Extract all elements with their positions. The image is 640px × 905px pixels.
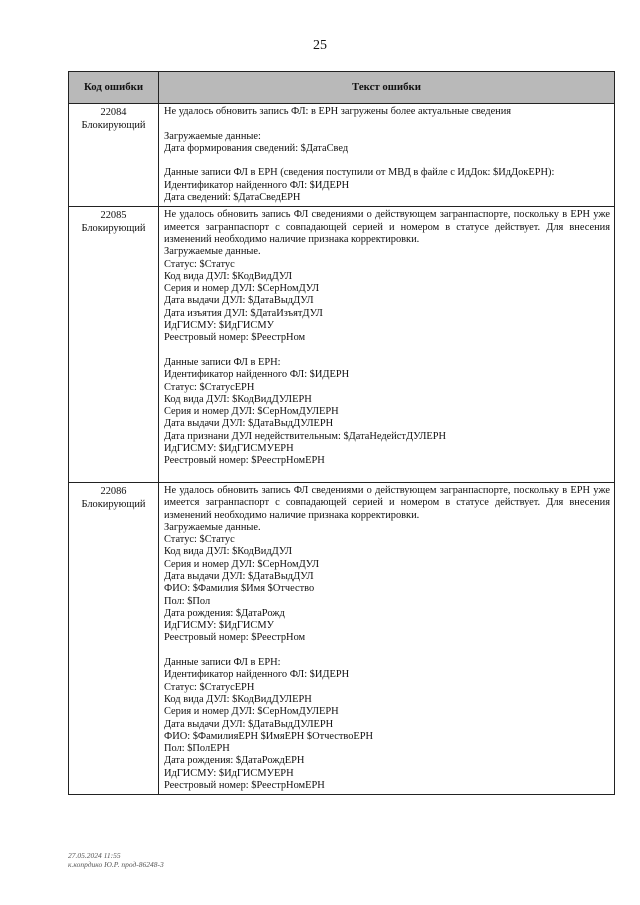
- error-code: 22086: [100, 485, 127, 497]
- error-text-line: Не удалось обновить запись ФЛ сведениями о действующем загранпаспорте, поскольку в ЕРН уже имеется загранпаспорт с совпадающей серией и номером в статусе действует. Для внесения изменений необходимо наличие признака корректировки.: [164, 484, 610, 521]
- error-text-line: Данные записи ФЛ в ЕРН:: [164, 356, 281, 368]
- error-severity: Блокирующий: [81, 120, 146, 131]
- error-text-line: Серия и номер ДУЛ: $СерНомДУЛ: [164, 558, 320, 570]
- header-error-code: Код ошибки: [69, 72, 159, 104]
- error-text-line: Идентификатор найденного ФЛ: $ИДЕРН: [164, 369, 350, 381]
- error-text-line: Дата выдачи ДУЛ: $ДатаВыдДУЛ: [164, 295, 314, 307]
- error-text-line: Реестровый номер: $РеестрНомЕРН: [164, 455, 325, 467]
- footer-note: к.копрдико Ю.Р. прод-86248-3: [68, 860, 164, 869]
- error-text-line: Не удалось обновить запись ФЛ сведениями о действующем загранпаспорте, поскольку в ЕРН уже имеется загранпаспорт с совпадающей серией и номером в статусе действует. Для внесения изменений необходимо наличие признака корректировки.: [164, 209, 610, 245]
- error-text-cell: [159, 207, 615, 483]
- error-text-line: Серия и номер ДУЛ: $СерНомДУЛ: [164, 283, 320, 295]
- error-text-line: Данные записи ФЛ в ЕРН (сведения поступили от МВД в файле с ИдДок: $ИдДокЕРН):: [164, 167, 555, 179]
- error-text-line: Код вида ДУЛ: $КодВидДУЛ: [164, 270, 293, 282]
- error-code: 22084: [100, 107, 127, 118]
- error-text-line: Пол: $Пол: [164, 595, 211, 607]
- error-text-line: Статус: $Статус: [164, 534, 235, 546]
- error-text-line: ИдГИСМУ: $ИдГИСМУЕРН: [164, 443, 294, 455]
- error-text-line: Дата рождения: $ДатаРожд: [164, 607, 285, 619]
- error-text-line: Код вида ДУЛ: $КодВидДУЛ: [164, 546, 293, 558]
- error-text-line: ИдГИСМУ: $ИдГИСМУ: [164, 320, 274, 332]
- header-error-text: Текст ошибки: [159, 72, 615, 104]
- table-row: [69, 482, 615, 794]
- error-text-line: Код вида ДУЛ: $КодВидДУЛЕРН: [164, 393, 312, 405]
- error-text-line: Дата сведений: $ДатаСведЕРН: [164, 192, 301, 204]
- error-text-line: Загружаемые данные.: [164, 521, 261, 533]
- error-text-line: Дата рождения: $ДатаРождЕРН: [164, 755, 305, 767]
- error-text-line: Загружаемые данные.: [164, 246, 261, 258]
- error-severity: Блокирующий: [81, 498, 146, 510]
- error-text-cell: [159, 482, 615, 794]
- error-text-line: [164, 155, 610, 167]
- error-codes-table: [68, 71, 615, 795]
- table-row: [69, 104, 615, 207]
- error-text-line: Статус: $СтатусЕРН: [164, 681, 255, 693]
- error-severity: Блокирующий: [81, 223, 146, 235]
- error-code-cell: [69, 104, 159, 207]
- error-text-line: [164, 645, 610, 657]
- error-text-line: Дата выдачи ДУЛ: $ДатаВыдДУЛЕРН: [164, 718, 334, 730]
- error-text-line: [164, 468, 610, 480]
- error-code: 22085: [100, 210, 127, 222]
- error-text-line: Дата изъятия ДУЛ: $ДатаИзъятДУЛ: [164, 307, 323, 319]
- error-text-line: Дата формирования сведений: $ДатаСвед: [164, 142, 349, 154]
- table-row: [69, 207, 615, 483]
- error-text-line: Реестровый номер: $РеестрНомЕРН: [164, 780, 325, 792]
- error-text-line: Реестровый номер: $РеестрНом: [164, 332, 306, 344]
- footer: [68, 851, 164, 869]
- error-text-line: Статус: $СтатусЕРН: [164, 381, 255, 393]
- error-text-line: ФИО: $ФамилияЕРН $ИмяЕРН $ОтчествоЕРН: [164, 730, 374, 742]
- error-code-cell: [69, 207, 159, 483]
- error-text-line: Загружаемые данные:: [164, 130, 261, 142]
- error-text-line: Пол: $ПолЕРН: [164, 743, 230, 755]
- error-text-line: ИдГИСМУ: $ИдГИСМУ: [164, 620, 274, 632]
- error-text-line: Дата выдачи ДУЛ: $ДатаВыдДУЛЕРН: [164, 418, 334, 430]
- error-text-line: Код вида ДУЛ: $КодВидДУЛЕРН: [164, 693, 312, 705]
- error-text-line: ФИО: $Фамилия $Имя $Отчество: [164, 583, 315, 595]
- error-text-line: [164, 345, 610, 357]
- error-text-line: ИдГИСМУ: $ИдГИСМУЕРН: [164, 767, 294, 779]
- table-header-row: [69, 72, 615, 104]
- error-code-cell: [69, 482, 159, 794]
- error-text-line: Статус: $Статус: [164, 258, 235, 270]
- footer-timestamp: 27.05.2024 11:55: [68, 851, 121, 860]
- error-text-line: Дата выдачи ДУЛ: $ДатаВыдДУЛ: [164, 570, 314, 582]
- error-text-line: Идентификатор найденного ФЛ: $ИДЕРН: [164, 669, 350, 681]
- error-text-line: Серия и номер ДУЛ: $СерНомДУЛЕРН: [164, 406, 339, 418]
- error-text-line: Идентификатор найденного ФЛ: $ИДЕРН: [164, 179, 350, 191]
- error-text-line: Дата признани ДУЛ недействительным: $ДатаНедейстДУЛЕРН: [164, 430, 447, 442]
- error-text-line: [164, 118, 610, 130]
- error-text-cell: [159, 104, 615, 207]
- error-text-line: Не удалось обновить запись ФЛ: в ЕРН загружены более актуальные сведения: [164, 106, 512, 117]
- error-text-line: Реестровый номер: $РеестрНом: [164, 632, 306, 644]
- error-text-line: Данные записи ФЛ в ЕРН:: [164, 657, 281, 669]
- error-text-line: Серия и номер ДУЛ: $СерНомДУЛЕРН: [164, 706, 339, 718]
- page-number: 25: [313, 38, 327, 53]
